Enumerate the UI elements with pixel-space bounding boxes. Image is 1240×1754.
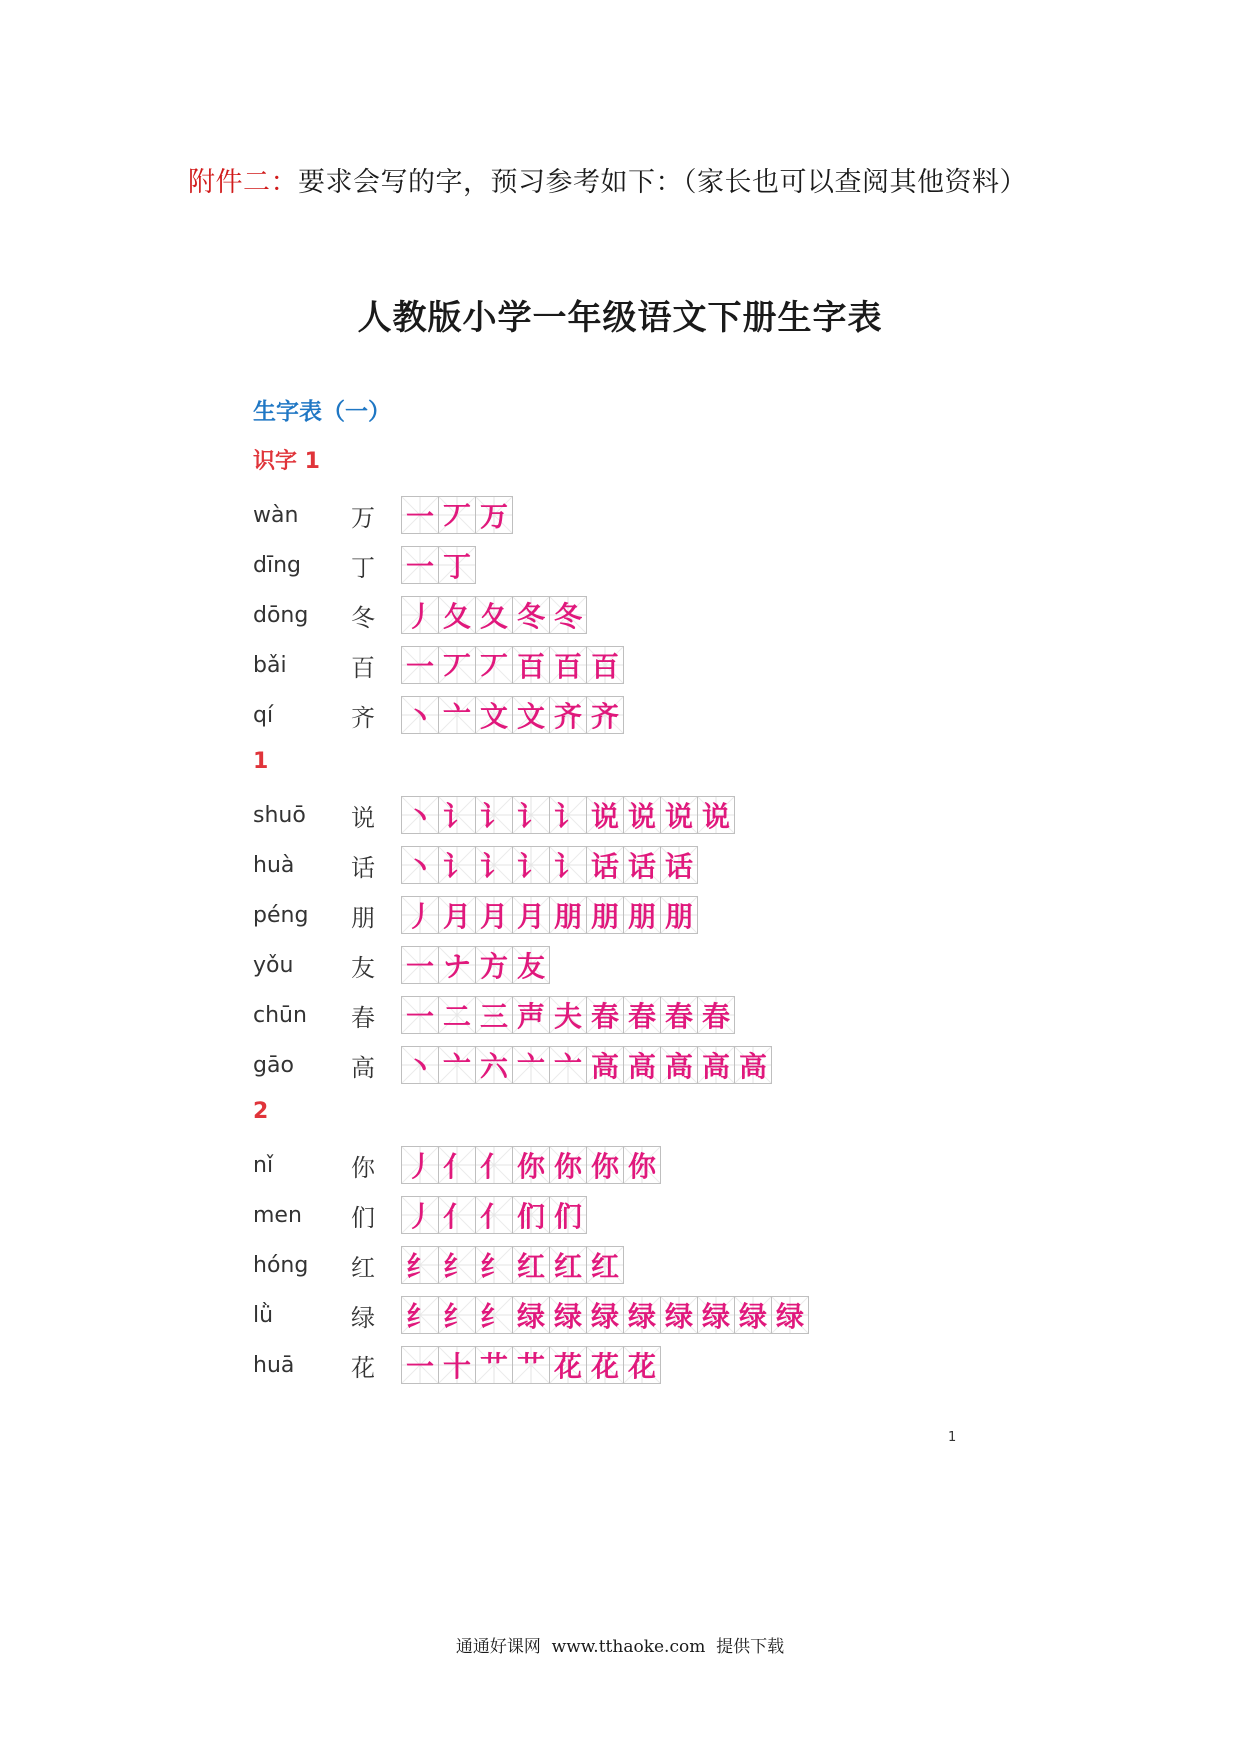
stroke-step-cell: 纟 — [401, 1296, 439, 1334]
stroke-step-cell: 亻 — [475, 1196, 513, 1234]
pinyin: huā — [253, 1352, 295, 1378]
stroke-order-grid — [401, 1146, 660, 1184]
stroke-step-cell: 亠 — [549, 1046, 587, 1084]
hanzi-character: 高 — [351, 1053, 375, 1082]
stroke-step-cell: 友 — [512, 946, 550, 984]
stroke-step-cell: 花 — [623, 1346, 661, 1384]
stroke-step-cell: 丿 — [401, 1196, 439, 1234]
pinyin: chūn — [253, 1002, 307, 1028]
pinyin: qí — [253, 702, 274, 728]
stroke-step-cell: 丆 — [438, 646, 476, 684]
character-row — [253, 840, 1153, 890]
stroke-order-grid — [401, 796, 734, 834]
character-row — [253, 1190, 1153, 1240]
stroke-step-cell: 高 — [586, 1046, 624, 1084]
stroke-step-cell: ナ — [438, 946, 476, 984]
stroke-step-cell: 百 — [549, 646, 587, 684]
stroke-step-cell: 一 — [401, 546, 439, 584]
pinyin: wàn — [253, 502, 299, 528]
stroke-step-cell: 话 — [660, 846, 698, 884]
stroke-order-grid — [401, 546, 475, 584]
stroke-step-cell: 们 — [549, 1196, 587, 1234]
stroke-step-cell: 绿 — [771, 1296, 809, 1334]
stroke-step-cell: 朋 — [586, 896, 624, 934]
pinyin: bǎi — [253, 652, 287, 678]
stroke-step-cell: 一 — [401, 1346, 439, 1384]
stroke-step-cell: 亻 — [438, 1146, 476, 1184]
stroke-step-cell: 绿 — [549, 1296, 587, 1334]
character-row — [253, 1290, 1153, 1340]
stroke-step-cell: 说 — [623, 796, 661, 834]
hanzi-character: 绿 — [351, 1303, 375, 1332]
stroke-step-cell: 艹 — [512, 1346, 550, 1384]
stroke-step-cell: 话 — [623, 846, 661, 884]
stroke-step-cell: 讠 — [549, 796, 587, 834]
stroke-step-cell: 丶 — [401, 796, 439, 834]
stroke-step-cell: 你 — [512, 1146, 550, 1184]
stroke-step-cell: 二 — [438, 996, 476, 1034]
attachment-intro — [188, 160, 1027, 199]
character-table — [253, 440, 1153, 1390]
stroke-step-cell: 春 — [697, 996, 735, 1034]
stroke-step-cell: 你 — [549, 1146, 587, 1184]
stroke-step-cell: 花 — [549, 1346, 587, 1384]
stroke-step-cell: 纟 — [475, 1246, 513, 1284]
hanzi-character: 春 — [351, 1003, 375, 1032]
stroke-step-cell: 讠 — [438, 846, 476, 884]
pinyin: men — [253, 1202, 302, 1228]
stroke-order-grid — [401, 596, 586, 634]
hanzi-character: 花 — [351, 1353, 375, 1382]
stroke-step-cell: 讠 — [512, 846, 550, 884]
page-number: 1 — [948, 1430, 957, 1445]
pinyin: dīng — [253, 552, 301, 578]
stroke-step-cell: 讠 — [475, 796, 513, 834]
stroke-step-cell: 丿 — [401, 1146, 439, 1184]
hanzi-character: 百 — [351, 653, 375, 682]
stroke-step-cell: 丿 — [401, 596, 439, 634]
stroke-step-cell: 冬 — [512, 596, 550, 634]
stroke-step-cell: 纟 — [438, 1246, 476, 1284]
stroke-step-cell: 十 — [438, 1346, 476, 1384]
stroke-step-cell: 一 — [401, 646, 439, 684]
stroke-step-cell: 纟 — [401, 1246, 439, 1284]
stroke-order-grid — [401, 946, 549, 984]
character-row — [253, 1340, 1153, 1390]
stroke-step-cell: 高 — [660, 1046, 698, 1084]
stroke-step-cell: 亻 — [475, 1146, 513, 1184]
stroke-step-cell: 声 — [512, 996, 550, 1034]
pinyin: péng — [253, 902, 309, 928]
stroke-order-grid — [401, 696, 623, 734]
stroke-step-cell: 丁 — [438, 546, 476, 584]
stroke-step-cell: 绿 — [734, 1296, 772, 1334]
hanzi-character: 红 — [351, 1253, 375, 1282]
stroke-step-cell: 朋 — [660, 896, 698, 934]
footer-credit: 通通好课网 www.tthaoke.com 提供下载 — [455, 1637, 785, 1657]
stroke-order-grid — [401, 1196, 586, 1234]
stroke-step-cell: 讠 — [475, 846, 513, 884]
stroke-step-cell: 纟 — [438, 1296, 476, 1334]
stroke-step-cell: 夂 — [475, 596, 513, 634]
section-title: 1 — [253, 749, 269, 774]
stroke-step-cell: 朋 — [623, 896, 661, 934]
stroke-step-cell: 丶 — [401, 696, 439, 734]
stroke-step-cell: 文 — [475, 696, 513, 734]
stroke-step-cell: 红 — [549, 1246, 587, 1284]
section-title: 2 — [253, 1099, 269, 1124]
character-row — [253, 1240, 1153, 1290]
hanzi-character: 齐 — [351, 703, 375, 732]
hanzi-character: 们 — [351, 1203, 375, 1232]
stroke-step-cell: 百 — [512, 646, 550, 684]
stroke-step-cell: 你 — [586, 1146, 624, 1184]
stroke-step-cell: 讠 — [438, 796, 476, 834]
stroke-step-cell: 亠 — [512, 1046, 550, 1084]
stroke-step-cell: 六 — [475, 1046, 513, 1084]
stroke-step-cell: 高 — [623, 1046, 661, 1084]
stroke-step-cell: 说 — [660, 796, 698, 834]
stroke-order-grid — [401, 1346, 660, 1384]
stroke-order-grid — [401, 896, 697, 934]
pinyin: gāo — [253, 1052, 294, 1078]
stroke-step-cell: 艹 — [475, 1346, 513, 1384]
stroke-step-cell: 绿 — [512, 1296, 550, 1334]
stroke-step-cell: 丶 — [401, 1046, 439, 1084]
stroke-order-grid — [401, 1296, 808, 1334]
character-row — [253, 640, 1153, 690]
pinyin: yǒu — [253, 952, 294, 978]
hanzi-character: 友 — [351, 953, 375, 982]
stroke-step-cell: 们 — [512, 1196, 550, 1234]
character-row — [253, 590, 1153, 640]
stroke-step-cell: 齐 — [586, 696, 624, 734]
stroke-order-grid — [401, 496, 512, 534]
pinyin: huà — [253, 852, 295, 878]
hanzi-character: 冬 — [351, 603, 375, 632]
table-heading: 生字表（一） — [253, 399, 391, 425]
stroke-step-cell: 红 — [512, 1246, 550, 1284]
character-row — [253, 990, 1153, 1040]
stroke-step-cell: 话 — [586, 846, 624, 884]
stroke-step-cell: 文 — [512, 696, 550, 734]
stroke-step-cell: 朋 — [549, 896, 587, 934]
hanzi-character: 朋 — [351, 903, 375, 932]
stroke-step-cell: 亠 — [438, 696, 476, 734]
stroke-step-cell: 红 — [586, 1246, 624, 1284]
character-row — [253, 490, 1153, 540]
stroke-step-cell: 夫 — [549, 996, 587, 1034]
stroke-step-cell: 齐 — [549, 696, 587, 734]
character-row — [253, 1040, 1153, 1090]
hanzi-character: 话 — [351, 853, 375, 882]
stroke-step-cell: 绿 — [697, 1296, 735, 1334]
pinyin: lǜ — [253, 1302, 274, 1328]
stroke-step-cell: 纟 — [475, 1296, 513, 1334]
character-row — [253, 690, 1153, 740]
pinyin: nǐ — [253, 1152, 274, 1178]
stroke-step-cell: 月 — [438, 896, 476, 934]
stroke-step-cell: 讠 — [549, 846, 587, 884]
stroke-order-grid — [401, 996, 734, 1034]
stroke-step-cell: 百 — [586, 646, 624, 684]
stroke-step-cell: 三 — [475, 996, 513, 1034]
stroke-step-cell: 一 — [401, 946, 439, 984]
attachment-instruction: 要求会写的字，预习参考如下：（家长也可以查阅其他资料） — [298, 167, 1027, 198]
hanzi-character: 万 — [351, 503, 375, 532]
stroke-order-grid — [401, 1246, 623, 1284]
hanzi-character: 丁 — [351, 553, 375, 582]
stroke-step-cell: 春 — [586, 996, 624, 1034]
stroke-step-cell: 万 — [475, 496, 513, 534]
character-row — [253, 940, 1153, 990]
stroke-step-cell: 绿 — [586, 1296, 624, 1334]
stroke-step-cell: 说 — [697, 796, 735, 834]
stroke-step-cell: 丶 — [401, 846, 439, 884]
pinyin: dōng — [253, 602, 309, 628]
stroke-order-grid — [401, 646, 623, 684]
character-row — [253, 1140, 1153, 1190]
hanzi-character: 说 — [351, 803, 375, 832]
stroke-step-cell: 冬 — [549, 596, 587, 634]
stroke-step-cell: 高 — [697, 1046, 735, 1084]
stroke-step-cell: 丿 — [401, 896, 439, 934]
stroke-step-cell: 你 — [623, 1146, 661, 1184]
stroke-step-cell: 丆 — [438, 496, 476, 534]
stroke-step-cell: 亻 — [438, 1196, 476, 1234]
character-row — [253, 790, 1153, 840]
pinyin: shuō — [253, 802, 306, 828]
stroke-step-cell: 说 — [586, 796, 624, 834]
stroke-step-cell: 高 — [734, 1046, 772, 1084]
stroke-step-cell: 一 — [401, 996, 439, 1034]
stroke-step-cell: 夂 — [438, 596, 476, 634]
stroke-step-cell: 春 — [660, 996, 698, 1034]
attachment-label: 附件二： — [188, 167, 298, 198]
stroke-step-cell: 绿 — [623, 1296, 661, 1334]
character-row — [253, 540, 1153, 590]
stroke-step-cell: 一 — [401, 496, 439, 534]
stroke-step-cell: 绿 — [660, 1296, 698, 1334]
stroke-order-grid — [401, 846, 697, 884]
stroke-step-cell: 花 — [586, 1346, 624, 1384]
stroke-step-cell: 丆 — [475, 646, 513, 684]
stroke-step-cell: 讠 — [512, 796, 550, 834]
character-row — [253, 890, 1153, 940]
stroke-order-grid — [401, 1046, 771, 1084]
document-title: 人教版小学一年级语文下册生字表 — [357, 298, 883, 338]
hanzi-character: 你 — [351, 1153, 375, 1182]
stroke-step-cell: 方 — [475, 946, 513, 984]
stroke-step-cell: 亠 — [438, 1046, 476, 1084]
stroke-step-cell: 月 — [512, 896, 550, 934]
section-title: 识字 1 — [253, 449, 320, 474]
stroke-step-cell: 春 — [623, 996, 661, 1034]
pinyin: hóng — [253, 1252, 309, 1278]
stroke-step-cell: 月 — [475, 896, 513, 934]
